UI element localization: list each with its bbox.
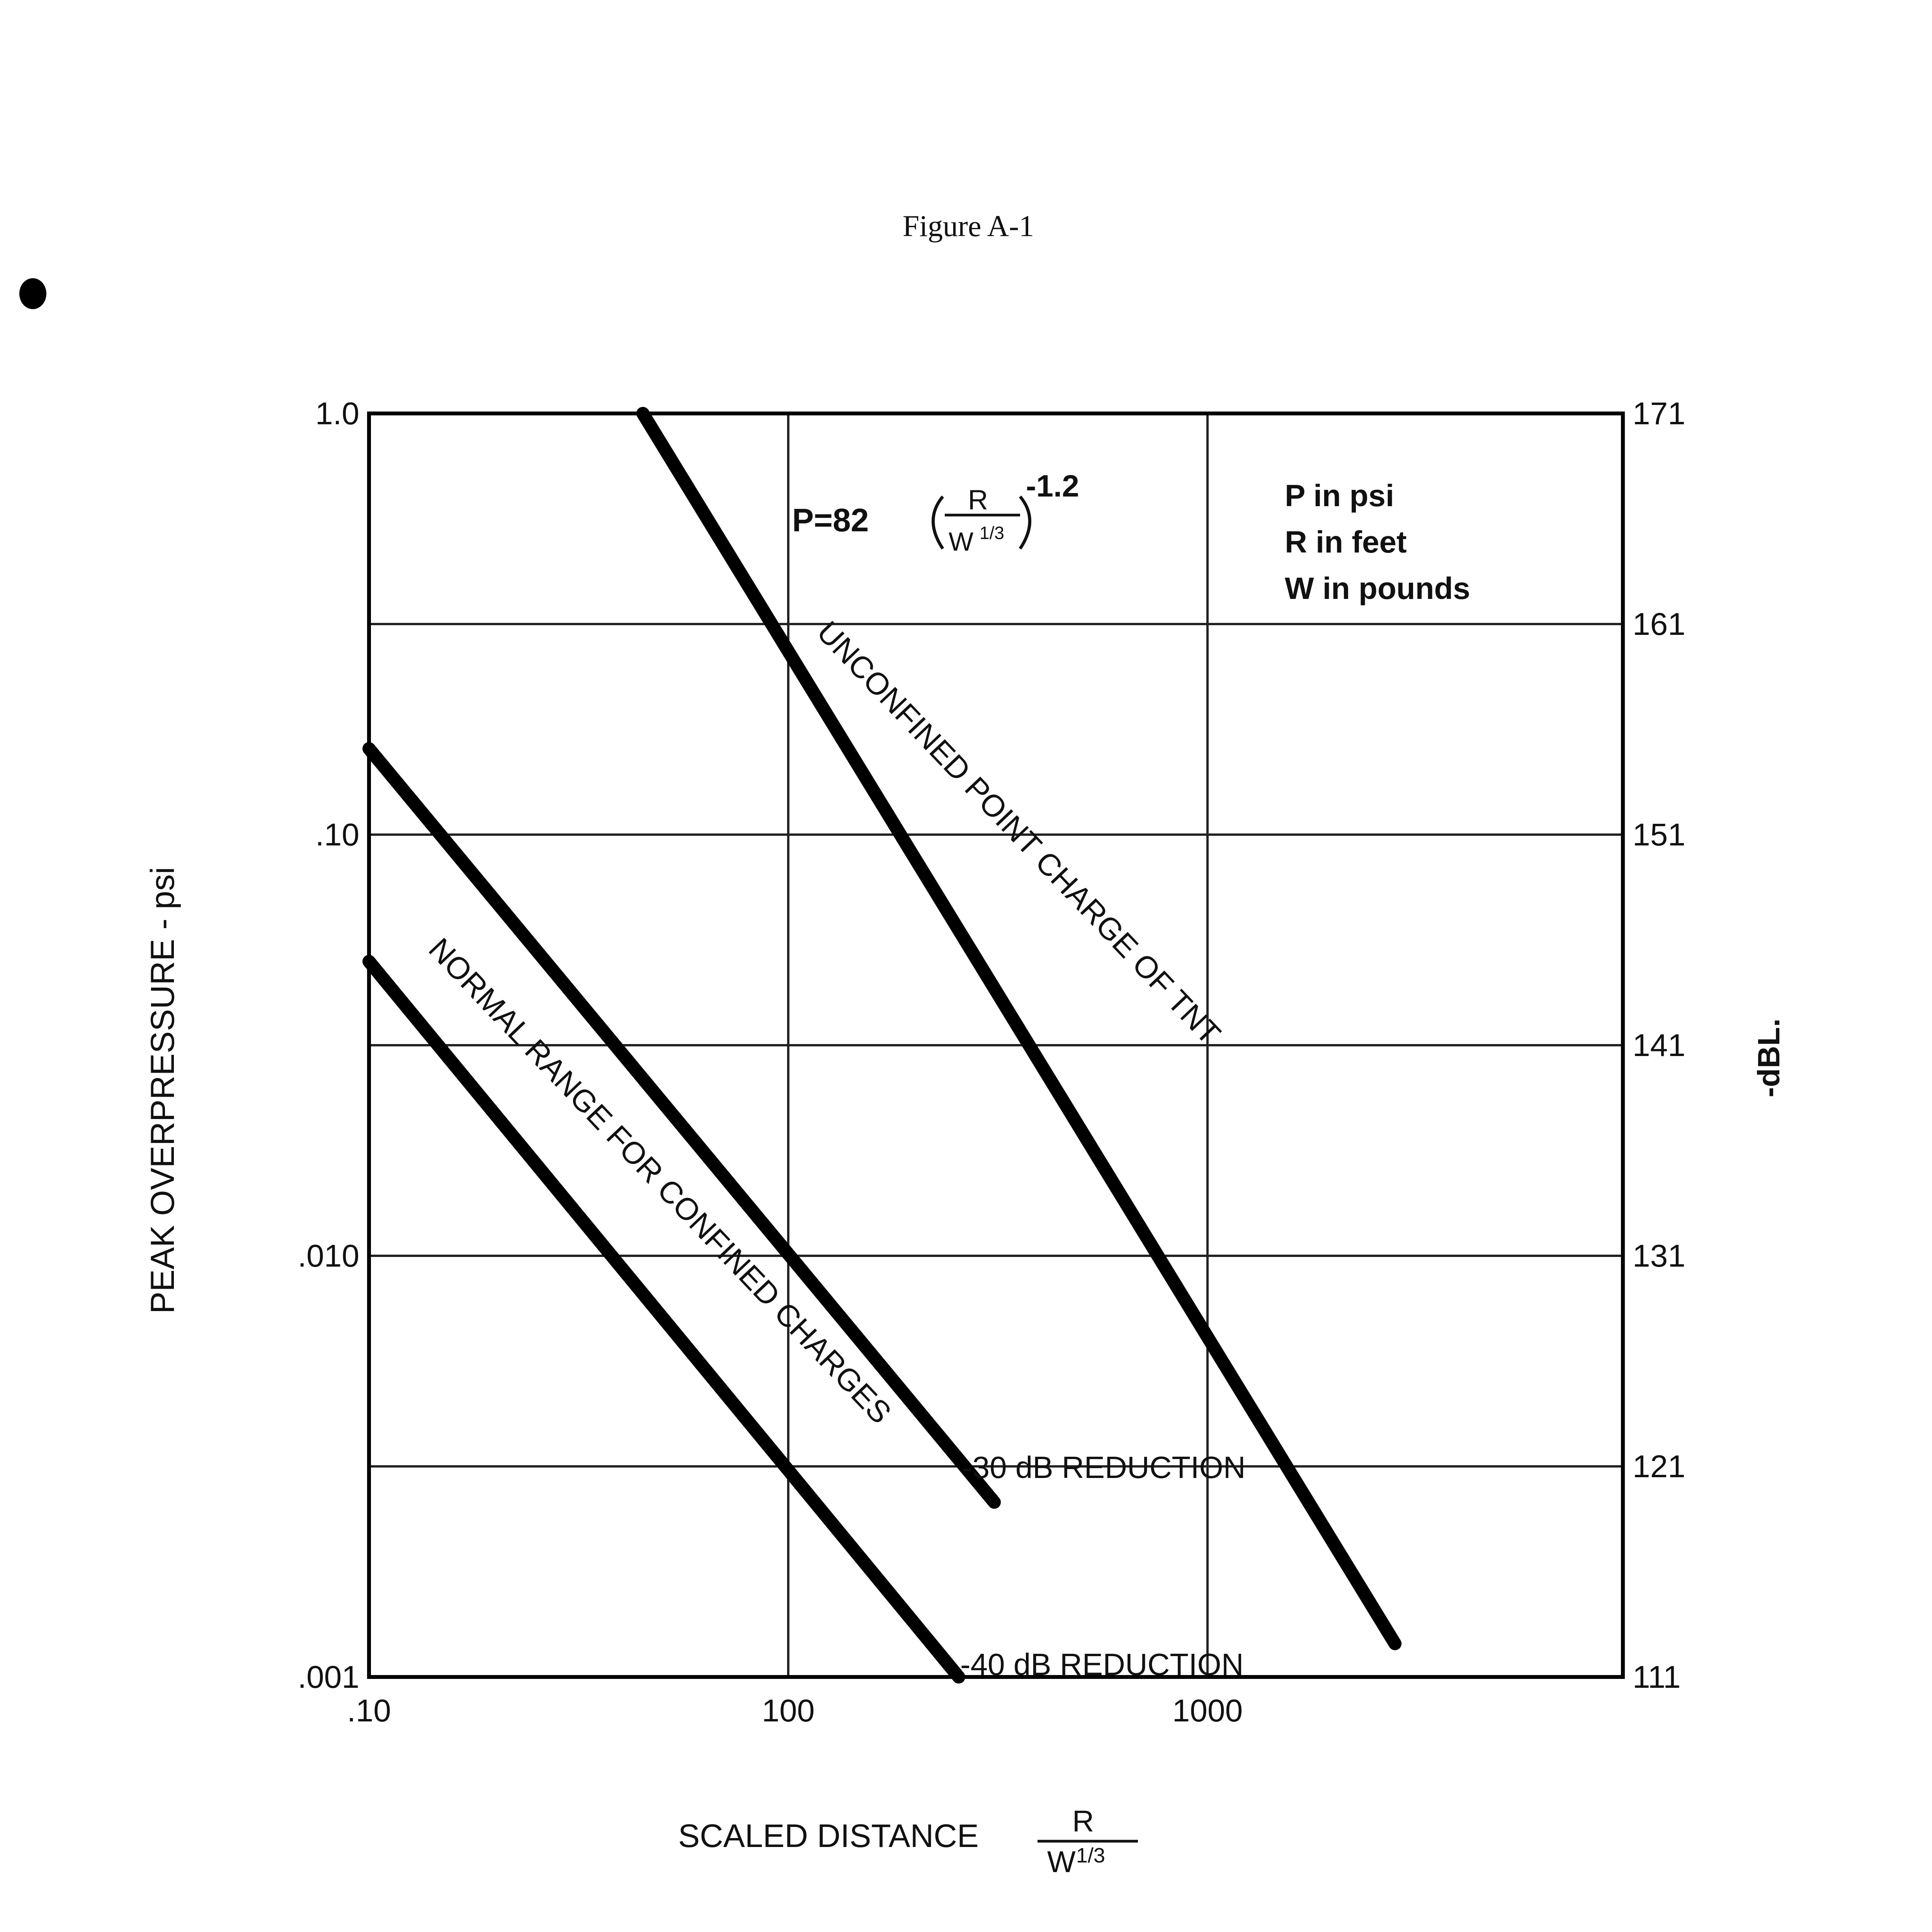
x-tick-label: .10 (347, 1693, 391, 1728)
annotation-40db: -40 dB REDUCTION (960, 1647, 1244, 1682)
figure-label: Figure A-1 (902, 209, 1034, 243)
y2-axis-title: -dBL. (1752, 1018, 1786, 1097)
units-note-p: P in psi (1285, 478, 1395, 513)
x-tick-label: 100 (762, 1693, 815, 1728)
formula-root: 1/3 (980, 523, 1004, 543)
x-axis-title-text: SCALED DISTANCE (678, 1818, 979, 1854)
y2-tick-label: 151 (1633, 817, 1685, 852)
x-axis-title-numerator: R (1072, 1804, 1094, 1838)
formula-denominator: W (949, 527, 974, 556)
punch-hole-top (19, 278, 46, 309)
formula-lhs: P=82 (792, 502, 869, 538)
units-note-w: W in pounds (1285, 571, 1470, 605)
x-axis-title-exponent: 1/3 (1076, 1844, 1105, 1867)
series-label-confined: NORMAL RANGE FOR CONFINED CHARGES (422, 931, 898, 1430)
y-axis-title: PEAK OVERPRESSURE - psi (144, 867, 181, 1314)
y-tick-label: 1.0 (315, 396, 359, 431)
x-axis-title-denominator: W (1047, 1845, 1076, 1879)
x-axis-title (678, 1804, 1138, 1879)
formula-numerator: R (968, 485, 988, 515)
units-note-r: R in feet (1285, 525, 1407, 559)
tick-labels (298, 396, 1685, 1728)
annotation-30db: -30 dB REDUCTION (962, 1450, 1246, 1485)
y2-tick-label: 161 (1633, 607, 1685, 642)
y2-tick-label: 111 (1633, 1660, 1681, 1695)
y2-tick-label: 131 (1633, 1238, 1685, 1274)
y-tick-label: .10 (315, 817, 359, 852)
y2-tick-label: 171 (1633, 396, 1685, 431)
formula-exponent: -1.2 (1026, 469, 1079, 503)
series-line-confined-lower (369, 961, 959, 1677)
formula-left-paren (933, 497, 943, 549)
y2-tick-label: 121 (1633, 1449, 1685, 1485)
x-tick-label: 1000 (1172, 1693, 1243, 1728)
formula-right-paren (1020, 497, 1030, 549)
series-label-unconfined: UNCONFINED POINT CHARGE OF TNT (810, 614, 1227, 1051)
y-tick-label: .001 (298, 1660, 359, 1695)
series-line-confined-upper (369, 749, 994, 1502)
units-note (1285, 478, 1470, 605)
y-tick-label: .010 (298, 1238, 359, 1274)
formula (792, 469, 1079, 556)
y2-tick-label: 141 (1633, 1028, 1685, 1063)
